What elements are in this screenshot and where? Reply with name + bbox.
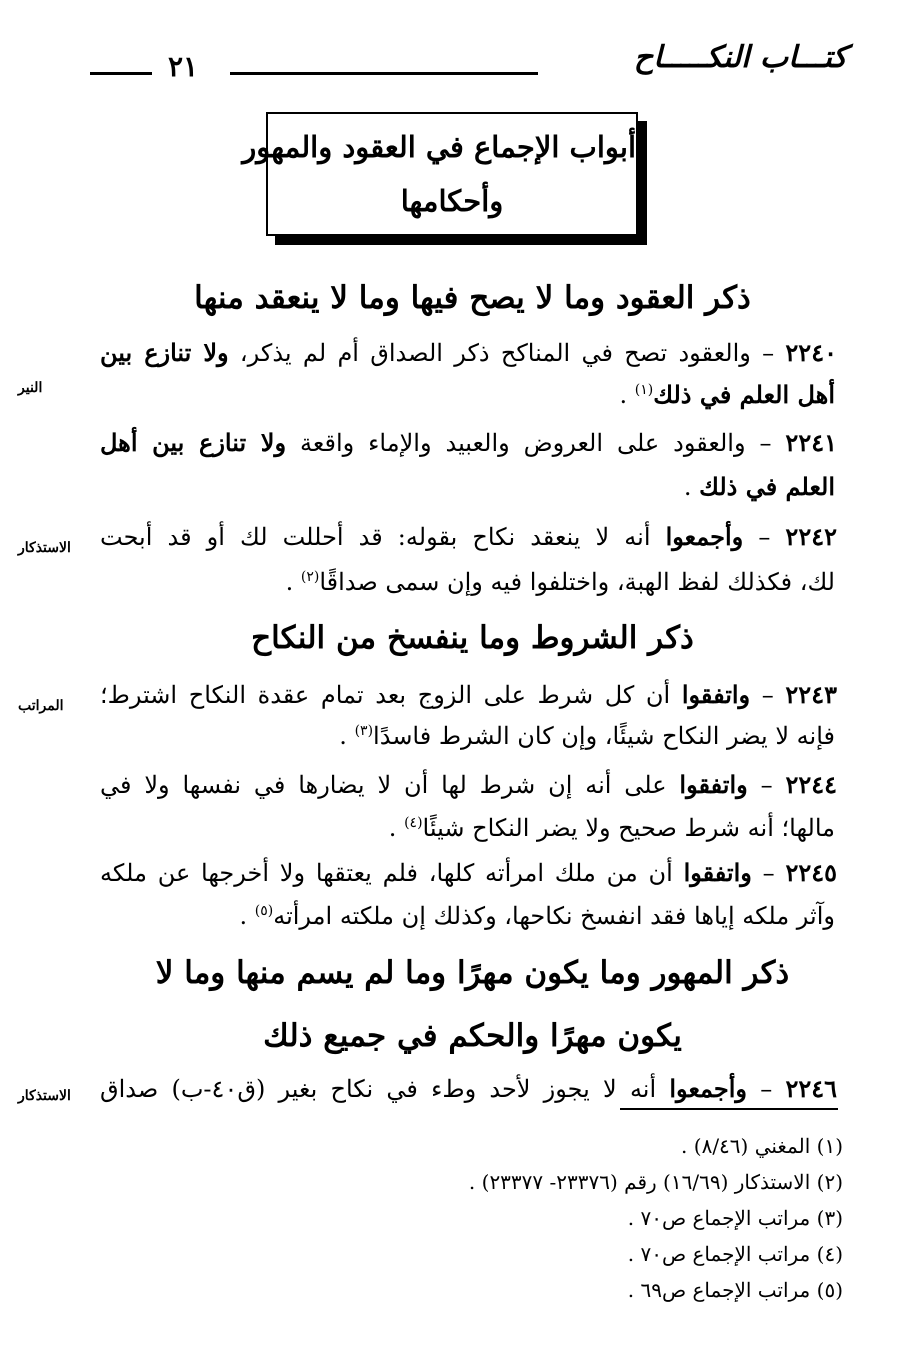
header-rule-left bbox=[90, 72, 152, 75]
entry-2244-line-1: ٢٢٤٤ – واتفقوا على أنه إن شرط لها أن لا يضارها في نفسها ولا في bbox=[100, 770, 837, 799]
footnote-2: (٢) الاستذكار (١٦/٦٩) رقم (٢٣٣٧٦- ٢٣٣٧٧) . bbox=[468, 1170, 843, 1194]
entry-2245-line-2: وآثر ملكه إياها فقد انفسخ نكاحها، وكذلك إن ملكته امرأته$^{(٥)}$ . bbox=[239, 902, 835, 930]
section-heading-dowries-line-2: يكون مهرًا والحكم في جميع ذلك bbox=[263, 1018, 682, 1054]
footnote-4: (٤) مراتب الإجماع ص٧٠ . bbox=[627, 1242, 843, 1266]
footnote-rule bbox=[620, 1108, 838, 1110]
chapter-title-line-2: وأحكامها bbox=[400, 184, 504, 218]
margin-source-2240: النير bbox=[18, 380, 43, 396]
entry-2242-line-1: ٢٢٤٢ – وأجمعوا أنه لا ينعقد نكاح بقوله: قد أحللت لك أو قد أبحت bbox=[100, 522, 837, 551]
entry-2240-line-2: أهل العلم في ذلك$^{(١)}$ . bbox=[619, 380, 835, 409]
entry-number: ٢٢٤٠ bbox=[785, 338, 837, 367]
chapter-title-box bbox=[242, 112, 638, 236]
section-heading-dowries-line-1: ذكر المهور وما يكون مهرًا وما لم يسم منها وما لا bbox=[155, 955, 790, 991]
page-number: ٢١ bbox=[168, 50, 199, 83]
entry-number: ٢٢٤٢ bbox=[785, 522, 837, 551]
entry-number: ٢٢٤٣ bbox=[785, 680, 837, 709]
entry-2243-line-2: فإنه لا يضر النكاح شيئًا، وإن كان الشرط فاسدًا$^{(٣)}$ . bbox=[339, 722, 835, 750]
section-heading-conditions: ذكر الشروط وما ينفسخ من النكاح bbox=[251, 620, 694, 656]
margin-source-2246: الاستذكار bbox=[18, 1088, 71, 1104]
entry-2243-line-1: ٢٢٤٣ – واتفقوا أن كل شرط على الزوج بعد تمام عقدة النكاح اشترط؛ bbox=[100, 680, 837, 709]
footnote-ref: (١) bbox=[634, 382, 654, 398]
entry-2241-line-2: العلم في ذلك . bbox=[683, 472, 835, 501]
footnote-1: (١) المغني (٨/٤٦) . bbox=[681, 1134, 843, 1158]
section-heading-contracts: ذكر العقود وما لا يصح فيها وما لا ينعقد منها bbox=[194, 280, 751, 316]
header-rule-right bbox=[230, 72, 538, 75]
footnote-ref: (٤) bbox=[404, 815, 423, 831]
chapter-title-line-1: أبواب الإجماع في العقود والمهور bbox=[242, 130, 636, 164]
entry-2242-line-2: لك، فكذلك لفظ الهبة، واختلفوا فيه وإن سمى صداقًا$^{(٢)}$ . bbox=[285, 568, 835, 596]
footnote-3: (٣) مراتب الإجماع ص٧٠ . bbox=[627, 1206, 843, 1230]
entry-2240-line-1: ٢٢٤٠ – والعقود تصح في المناكح ذكر الصداق أم لم يذكر، ولا تنازع بين bbox=[100, 338, 837, 367]
entry-number: ٢٢٤٥ bbox=[785, 858, 837, 887]
footnote-ref: (٣) bbox=[354, 723, 374, 739]
footnote-5: (٥) مراتب الإجماع ص٦٩ . bbox=[627, 1278, 843, 1302]
margin-source-2243: المراتب bbox=[18, 698, 64, 714]
footnote-ref: (٥) bbox=[254, 903, 274, 919]
entry-number: ٢٢٤١ bbox=[785, 428, 837, 457]
running-header-title: كتـــاب النكـــــاح bbox=[633, 40, 847, 75]
entry-2245-line-1: ٢٢٤٥ – واتفقوا أن من ملك امرأته كلها، فلم يعتقها ولا أخرجها عن ملكه bbox=[100, 858, 837, 887]
entry-number: ٢٢٤٤ bbox=[785, 770, 837, 799]
entry-number: ٢٢٤٦ bbox=[785, 1074, 838, 1103]
entry-2246-line-1: ٢٢٤٦ – وأجمعوا أنه لا يجوز لأحد وطء في نكاح بغير (ق٤٠-ب) صداق bbox=[100, 1074, 838, 1103]
entry-2241-line-1: ٢٢٤١ – والعقود على العروض والعبيد والإماء واقعة ولا تنازع بين أهل bbox=[100, 428, 837, 457]
entry-2244-line-2: مالها؛ أنه شرط صحيح ولا يضر النكاح شيئًا$^{(٤)}$ . bbox=[388, 814, 835, 842]
margin-source-2242: الاستذكار bbox=[18, 540, 71, 556]
footnote-ref: (٢) bbox=[300, 569, 320, 585]
